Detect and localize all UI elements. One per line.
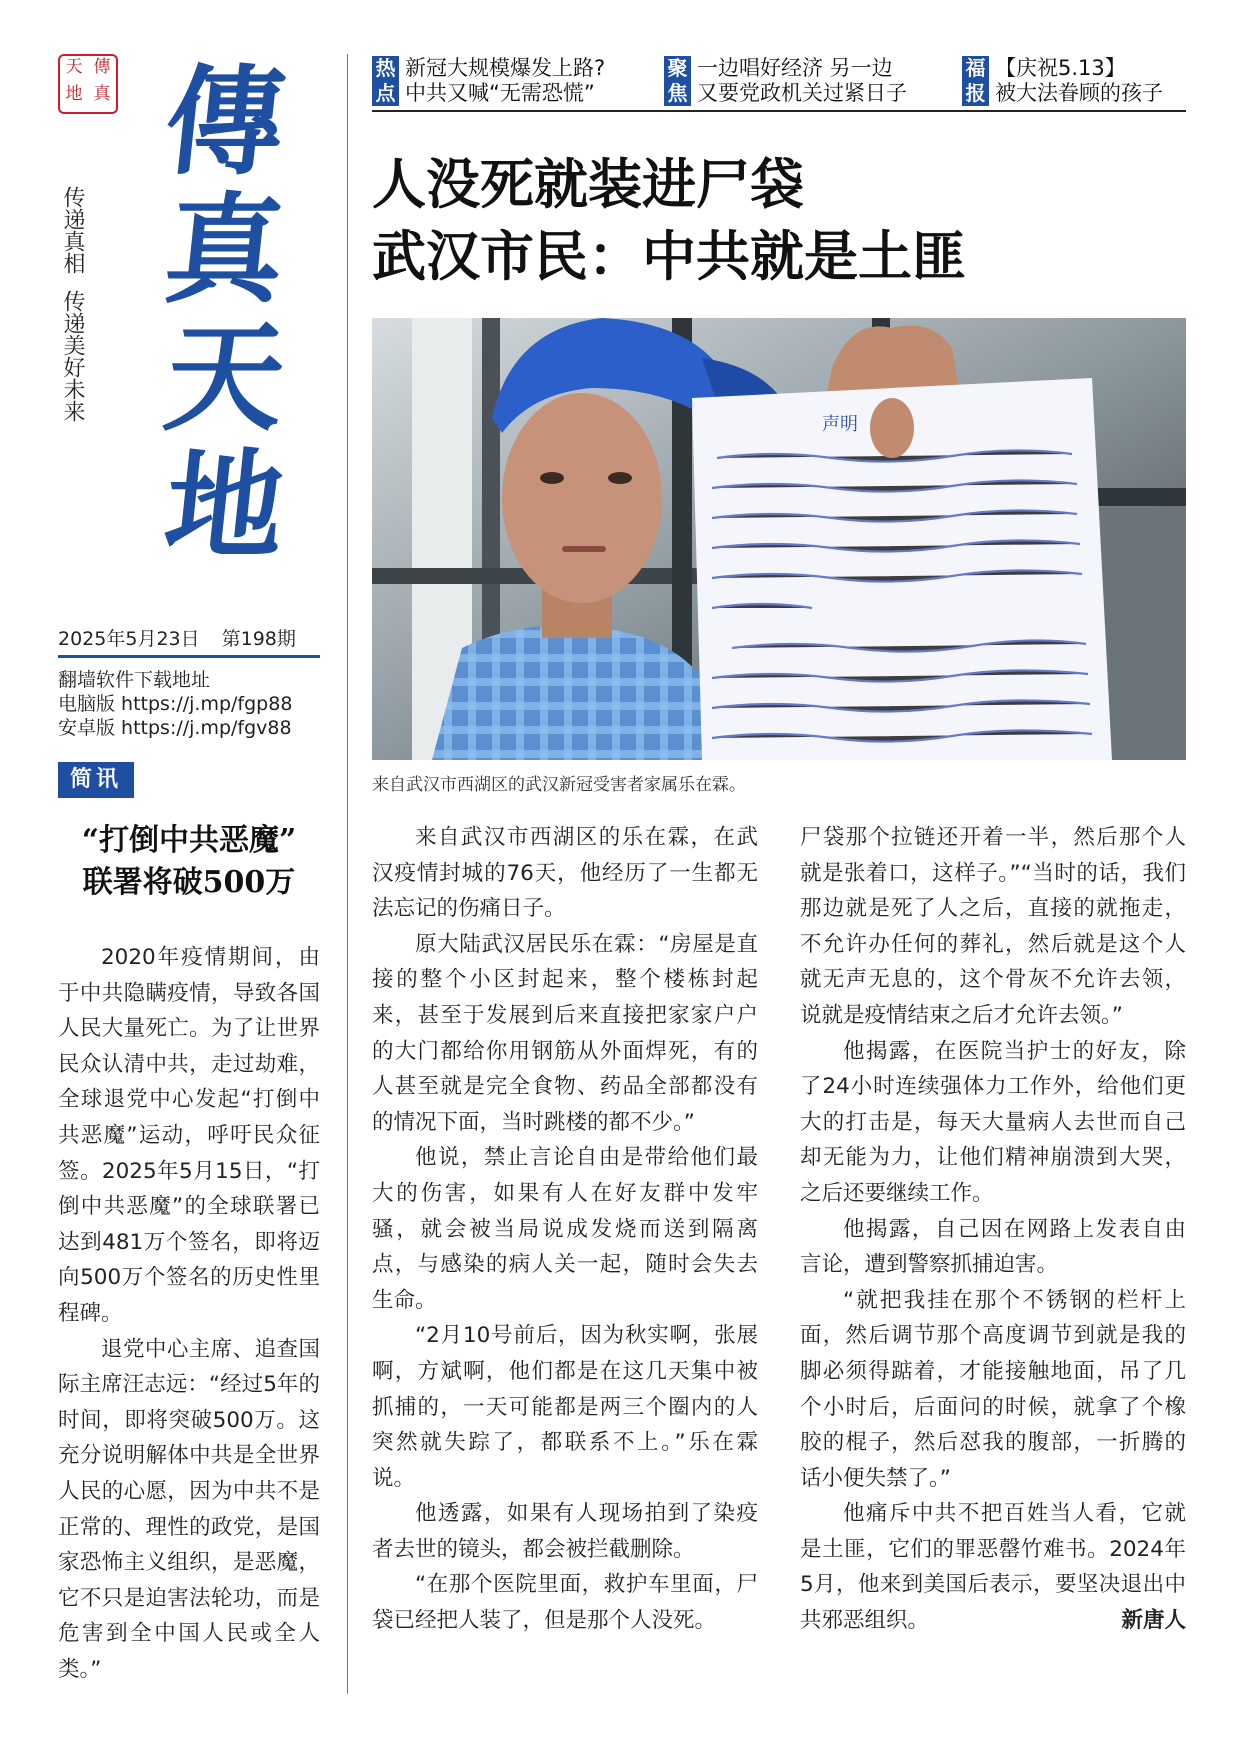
logo-seal [58,54,118,114]
article-paragraph: 他揭露，自己因在网路上发表自由言论，遭到警察抓捕迫害。 [800,1216,1186,1278]
slogan-1: 传递真相 [60,186,85,274]
photo-illustration [372,318,1186,760]
slogan-2: 传递美好未来 [60,290,85,422]
seal-char: 傳 [93,57,111,77]
article-photo [372,318,1186,760]
masthead-char: 天 [158,308,292,447]
article-column-2 [800,820,1186,1639]
brief-title-line: “打倒中共恶魔” [81,823,297,858]
brief-paragraph: 2020年疫情期间，由于中共隐瞒疫情，导致各国人民大量死亡。为了让世界民众认清中共，走过劫难，全球退党中心发起“打倒中共恶魔”运动，呼吁民众征签。2025年5月15日，“打倒中共恶魔”的全球联署已达到481万个签名，即将迈向500万个签名的历史性里程碑。 [58,945,320,1326]
download-title: 翻墙软件下载地址 [58,669,211,691]
news-source: 新唐人 [1121,1608,1186,1634]
letter-heading: 声明 [822,414,858,435]
masthead-char: 傳 [158,52,292,191]
brief-title-line: 联署将破500万 [82,865,296,900]
article-paragraph: “2月10号前后，因为秋实啊，张展啊，方斌啊，他们都是在这几天集中被抓捕的，一天可能都是两三个圈内的人突然就失踪了，都联系不上。”乐在霖说。 [372,1323,758,1491]
brief-title [58,820,320,904]
article-paragraph: 他透露，如果有人现场拍到了染疫者去世的镜头，都会被拦截删除。 [372,1501,758,1562]
download-android-link[interactable]: 安卓版 https://j.mp/fgv88 [58,717,292,739]
ticker-text: 一边唱好经济 另一边 又要党政机关过紧日子 [697,56,907,105]
masthead-title [140,52,310,575]
masthead-char: 地 [158,436,292,575]
seal-char: 天 [65,57,83,77]
ticker-tag: 聚 焦 [664,56,691,106]
article-paragraph: 来自武汉市西湖区的乐在霖，在武汉疫情封城的76天，他经历了一生都无法忘记的伤痛日子。 [372,825,758,922]
divider [58,655,320,658]
brief-body [58,940,320,1687]
issue-date: 2025年5月23日 [58,628,200,650]
ticker-text: 【庆祝5.13】 被大法眷顾的孩子 [995,56,1163,105]
article-paragraph [800,1496,1186,1638]
seal-char: 地 [65,84,83,104]
article-column-1 [372,820,758,1639]
ticker-rule [372,110,1186,112]
section-tag-brief: 简讯 [58,762,134,798]
masthead-char: 真 [158,180,292,319]
headline-line: 武汉市民：中共就是土匪 [372,224,966,288]
article-paragraph: 尸袋那个拉链还开着一半，然后那个人就是张着口，这样子。”“当时的话，我们那边就是死了人之后，直接的就拖走，不允许办任何的葬礼，然后就是这个人就无声无息的，这个骨灰不允许去领，说就是疫情结束之后才允许去领。” [800,825,1186,1028]
headline [372,148,1192,292]
brief-paragraph: 退党中心主席、追查国际主席汪志远：“经过5年的时间，即将突破500万。这充分说明解体中共是全世界人民的心愿，因为中共不是正常的、理性的政党，是国家恐怖主义组织，是恶魔，它不只是迫害法轮功，而是危害到全中国人民或全人类。” [58,1336,320,1682]
column-divider [347,54,348,1694]
headline-line: 人没死就装进尸袋 [372,152,804,216]
ticker-text: 新冠大规模爆发上路? 中共又喊“无需恐慌” [405,56,606,105]
issue-number: 第198期 [221,628,296,650]
download-pc-link[interactable]: 电脑版 https://j.mp/fgp88 [58,693,293,715]
seal-char: 真 [93,84,111,104]
article-paragraph: 他揭露，在医院当护士的好友，除了24小时连续强体力工作外，给他们更大的打击是，每天大量病人去世而自己却无能为力，让他们精神崩溃到大哭，之后还要继续工作。 [800,1038,1186,1206]
ticker-tag: 热 点 [372,56,399,106]
article-paragraph-text: 他痛斥中共不把百姓当人看，它就是土匪，它们的罪恶罄竹难书。2024年5月，他来到美国后表示，要坚决退出中共邪恶组织。 [800,1501,1186,1634]
ticker-tag: 福 报 [962,56,989,106]
dateline [58,624,320,651]
photo-caption: 来自武汉市西湖区的武汉新冠受害者家属乐在霖。 [372,775,746,795]
article-paragraph: 他说，禁止言论自由是带给他们最大的伤害，如果有人在好友群中发牢骚，就会被当局说成发烧而送到隔离点，与感染的病人关一起，随时会失去生命。 [372,1145,758,1313]
article-paragraph: “在那个医院里面，救护车里面，尸袋已经把人装了，但是那个人没死。 [372,1572,758,1634]
article-paragraph: 原大陆武汉居民乐在霖：“房屋是直接的整个小区封起来，整个楼栋封起来，甚至于发展到后来直接把家家户户的大门都给你用钢筋从外面焊死，有的人甚至就是完全食物、药品全部都没有的情况下面，当时跳楼的都不少。” [372,931,758,1135]
article-paragraph: “就把我挂在那个不锈钢的栏杆上面，然后调节那个高度调节到就是我的脚必须得踮着，才能接触地面，吊了几个小时后，后面问的时候，就拿了个橡胶的棍子，然后怼我的腹部，一折腾的话小便失禁了。” [800,1287,1186,1491]
